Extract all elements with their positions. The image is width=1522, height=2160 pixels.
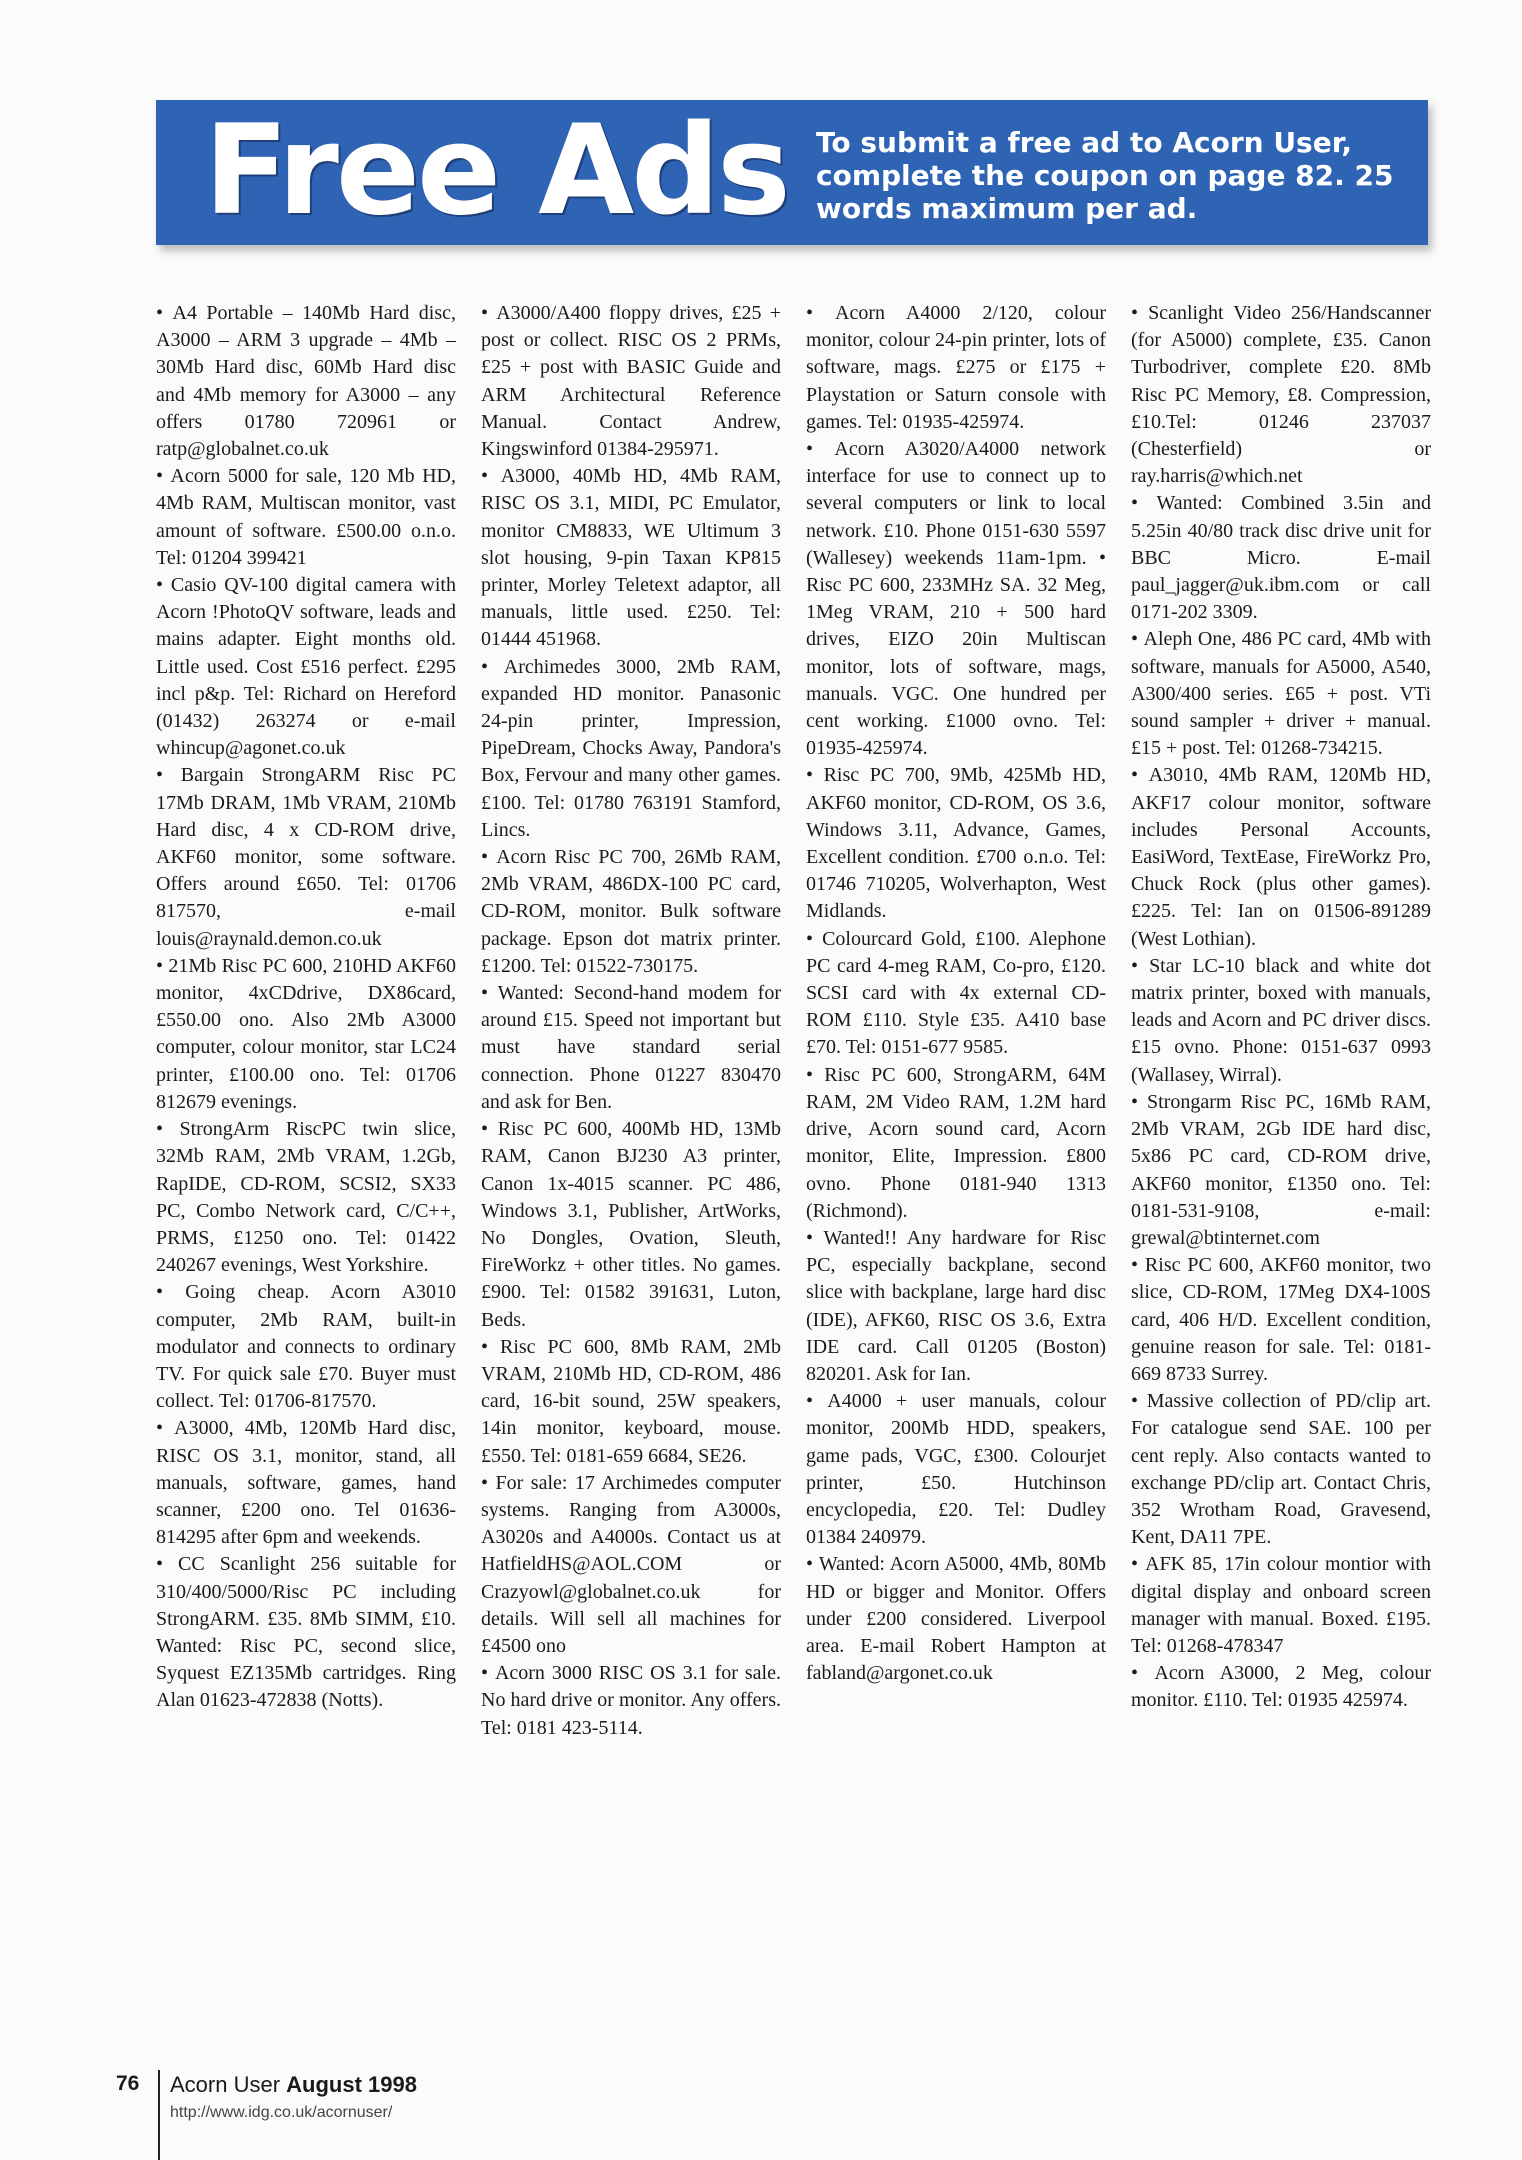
ad-item: • A3000, 40Mb HD, 4Mb RAM, RISC OS 3.1, MIDI, PC Emulator, monitor CM8833, WE Ultimum 3 slot housing, 9-pin Taxan KP815 printer, Morley Teletext adaptor, all manuals, little used. £250. Tel: 01444 451968. — [481, 463, 781, 653]
ads-column-2 — [481, 300, 781, 1742]
magazine-info — [170, 2072, 417, 2098]
submission-note: To submit a free ad to Acorn User, complete the coupon on page 82. 25 words maximum per ad. — [816, 126, 1394, 225]
ad-item: • A3000, 4Mb, 120Mb Hard disc, RISC OS 3.1, monitor, stand, all manuals, software, games, hand scanner, £200 ono. Tel 01636-814295 after 6pm and weekends. — [156, 1415, 456, 1551]
magazine-url: http://www.idg.co.uk/acornuser/ — [170, 2104, 393, 2121]
ad-item: • Strongarm Risc PC, 16Mb RAM, 2Mb VRAM, 2Gb IDE hard disc, 5x86 PC card, CD-ROM drive, AKF60 monitor, £1350 ono. Tel: 0181-531-9108, e-mail: grewal@btinternet.com — [1131, 1089, 1431, 1252]
ad-item: • Wanted: Second-hand modem for around £15. Speed not important but must have standard serial connection. Phone 01227 830470 and ask for Ben. — [481, 980, 781, 1116]
ads-columns — [156, 300, 1431, 2040]
ad-item: • Going cheap. Acorn A3010 computer, 2Mb RAM, built-in modulator and connects to ordinary TV. For quick sale £70. Buyer must collect. Tel: 01706-817570. — [156, 1279, 456, 1415]
ad-item: • Star LC-10 black and white dot matrix printer, boxed with manuals, leads and Acorn and PC driver discs. £15 ovno. Phone: 0151-637 0993 (Wallasey, Wirral). — [1131, 953, 1431, 1089]
page-title: Free Ads — [204, 99, 788, 243]
ad-item: • Archimedes 3000, 2Mb RAM, expanded HD monitor. Panasonic 24-pin printer, Impression, PipeDream, Chocks Away, Pandora's Box, Fervour and many other games. £100. Tel: 01780 763191 Stamford, Lincs. — [481, 654, 781, 844]
ad-item: • StrongArm RiscPC twin slice, 32Mb RAM, 2Mb VRAM, 1.2Gb, RapIDE, CD-ROM, SCSI2, SX33 PC, Combo Network card, C/C++, PRMS, £1250 ono. Tel: 01422 240267 evenings, West Yorkshire. — [156, 1116, 456, 1279]
page-number: 76 — [116, 2072, 140, 2095]
ad-item: • Acorn Risc PC 700, 26Mb RAM, 2Mb VRAM, 486DX-100 PC card, CD-ROM, monitor. Bulk software package. Epson dot matrix printer. £1200. Tel: 01522-730175. — [481, 844, 781, 980]
ad-item: • A3000/A400 floppy drives, £25 + post or collect. RISC OS 2 PRMs, £25 + post with BASIC Guide and ARM Architectural Reference Manual. Contact Andrew, Kingswinford 01384-295971. — [481, 300, 781, 463]
ads-column-4 — [1131, 300, 1431, 1715]
ad-item: • Risc PC 600, 400Mb HD, 13Mb RAM, Canon BJ230 A3 printer, Canon 1x-4015 scanner. PC 486, Windows 3.1, Publisher, ArtWorks, No Dongles, Ovation, Sleuth, FireWorkz + other titles. No games. £900. Tel: 01582 391631, Luton, Beds. — [481, 1116, 781, 1334]
header-banner — [156, 100, 1428, 245]
ad-item: • Risc PC 600, AKF60 monitor, two slice, CD-ROM, 17Meg DX4-100S card, 406 H/D. Excellent condition, genuine reason for sale. Tel: 0181-669 8733 Surrey. — [1131, 1252, 1431, 1388]
ad-item: • Acorn 5000 for sale, 120 Mb HD, 4Mb RAM, Multiscan monitor, vast amount of software. £500.00 o.n.o. Tel: 01204 399421 — [156, 463, 456, 572]
ad-item: • A4000 + user manuals, colour monitor, 200Mb HDD, speakers, game pads, VGC, £300. Colourjet printer, £50. Hutchinson encyclopedia, £20. Tel: Dudley 01384 240979. — [806, 1388, 1106, 1551]
ad-item: • Aleph One, 486 PC card, 4Mb with software, manuals for A5000, A540, A300/400 series. £65 + post. VTi sound sampler + driver + manual. £15 + post. Tel: 01268-734215. — [1131, 626, 1431, 762]
ad-item: • Massive collection of PD/clip art. For catalogue send SAE. 100 per cent reply. Also contacts wanted to exchange PD/clip art. Contact Chris, 352 Wrotham Road, Gravesend, Kent, DA11 7PE. — [1131, 1388, 1431, 1551]
ad-item: • A4 Portable – 140Mb Hard disc, A3000 – ARM 3 upgrade – 4Mb – 30Mb Hard disc, 60Mb Hard disc and 4Mb memory for A3000 – any offers 01780 720961 or ratp@globalnet.co.uk — [156, 300, 456, 463]
ad-item: • Wanted: Combined 3.5in and 5.25in 40/80 track disc drive unit for BBC Micro. E-mail paul_jagger@uk.ibm.com or call 0171-202 3309. — [1131, 490, 1431, 626]
ad-item: • CC Scanlight 256 suitable for 310/400/5000/Risc PC including StrongARM. £35. 8Mb SIMM, £10. Wanted: Risc PC, second slice, Syquest EZ135Mb cartridges. Ring Alan 01623-472838 (Notts). — [156, 1551, 456, 1714]
ad-item: • Wanted: Acorn A5000, 4Mb, 80Mb HD or bigger and Monitor. Offers under £200 considered. Liverpool area. E-mail Robert Hampton at fabland@argonet.co.uk — [806, 1551, 1106, 1687]
ad-item: • Acorn A3000, 2 Meg, colour monitor. £110. Tel: 01935 425974. — [1131, 1660, 1431, 1714]
ad-item: • Acorn 3000 RISC OS 3.1 for sale. No hard drive or monitor. Any offers. Tel: 0181 423-5114. — [481, 1660, 781, 1742]
ad-item: • Wanted!! Any hardware for Risc PC, especially backplane, second slice with backplane, large hard disc (IDE), AFK60, RISC OS 3.6, Extra IDE card. Call 01205 (Boston) 820201. Ask for Ian. — [806, 1225, 1106, 1388]
ad-item: • 21Mb Risc PC 600, 210HD AKF60 monitor, 4xCDdrive, DX86card, £550.00 ono. Also 2Mb A3000 computer, colour monitor, star LC24 printer, £100.00 ono. Tel: 01706 812679 evenings. — [156, 953, 456, 1116]
ads-column-1 — [156, 300, 456, 1715]
ad-item: • Acorn A3020/A4000 network interface for use to connect up to several computers or link to local network. £10. Phone 0151-630 5597 (Wallesey) weekends 11am-1pm. • Risc PC 600, 233MHz SA. 32 Meg, 1Meg VRAM, 210 + 500 hard drives, EIZO 20in Multiscan monitor, lots of software, mags, manuals. VGC. One hundred per cent working. £1000 ovno. Tel: 01935-425974. — [806, 436, 1106, 762]
ad-item: • Risc PC 600, 8Mb RAM, 2Mb VRAM, 210Mb HD, CD-ROM, 486 card, 16-bit sound, 25W speakers, 14in monitor, keyboard, mouse. £550. Tel: 0181-659 6684, SE26. — [481, 1334, 781, 1470]
ad-item: • Risc PC 700, 9Mb, 425Mb HD, AKF60 monitor, CD-ROM, OS 3.6, Windows 3.11, Advance, Games, Excellent condition. £700 o.n.o. Tel: 01746 710205, Wolverhapton, West Midlands. — [806, 762, 1106, 925]
issue-date: August 1998 — [286, 2072, 417, 2097]
ad-item: • Colourcard Gold, £100. Alephone PC card 4-meg RAM, Co-pro, £120. SCSI card with 4x external CD-ROM £110. Style £35. A410 base £70. Tel: 0151-677 9585. — [806, 926, 1106, 1062]
ad-item: • Casio QV-100 digital camera with Acorn !PhotoQV software, leads and mains adapter. Eight months old. Little used. Cost £516 perfect. £295 incl p&p. Tel: Richard on Hereford (01432) 263274 or e-mail whincup@agonet.co.uk — [156, 572, 456, 762]
magazine-name: Acorn User — [170, 2072, 281, 2097]
footer-divider — [158, 2070, 160, 2160]
ad-item: • AFK 85, 17in colour montior with digital display and onboard screen manager with manual. Boxed. £195. Tel: 01268-478347 — [1131, 1551, 1431, 1660]
ad-item: • Risc PC 600, StrongARM, 64M RAM, 2M Video RAM, 1.2M hard drive, Acorn sound card, Acorn monitor, Elite, Impression. £800 ovno. Phone 0181-940 1313 (Richmond). — [806, 1062, 1106, 1225]
ad-item: • A3010, 4Mb RAM, 120Mb HD, AKF17 colour monitor, software includes Personal Accounts, EasiWord, TextEase, FireWorkz Pro, Chuck Rock (plus other games). £225. Tel: Ian on 01506-891289 (West Lothian). — [1131, 762, 1431, 952]
ad-item: • For sale: 17 Archimedes computer systems. Ranging from A3000s, A3020s and A4000s. Contact us at HatfieldHS@AOL.COM or Crazyowl@globalnet.co.uk for details. Will sell all machines for £4500 ono — [481, 1470, 781, 1660]
ad-item: • Bargain StrongARM Risc PC 17Mb DRAM, 1Mb VRAM, 210Mb Hard disc, 4 x CD-ROM drive, AKF60 monitor, some software. Offers around £650. Tel: 01706 817570, e-mail louis@raynald.demon.co.uk — [156, 762, 456, 952]
ad-item: • Acorn A4000 2/120, colour monitor, colour 24-pin printer, lots of software, mags. £275 or £175 + Playstation or Saturn console with games. Tel: 01935-425974. — [806, 300, 1106, 436]
ads-column-3 — [806, 300, 1106, 1687]
ad-item: • Scanlight Video 256/Handscanner (for A5000) complete, £35. Canon Turbodriver, complete £20. 8Mb Risc PC Memory, £8. Compression, £10.Tel: 01246 237037 (Chesterfield) or ray.harris@which.net — [1131, 300, 1431, 490]
